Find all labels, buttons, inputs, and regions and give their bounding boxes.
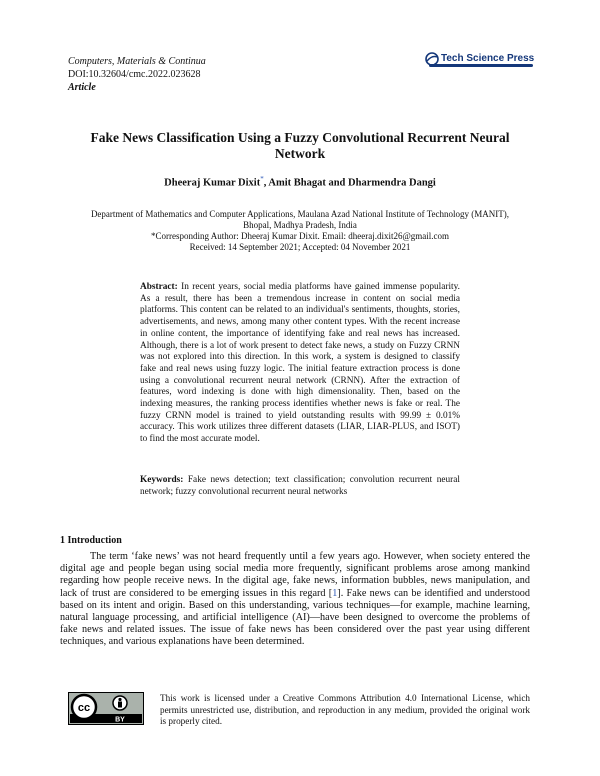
license-text: This work is licensed under a Creative Commons Attribution 4.0 International License, which permits unrestricted use, distribution, and reproduction in any medium, provided the original work is properly cited.	[160, 693, 530, 726]
paper-title: Fake News Classification Using a Fuzzy Convolutional Recurrent Neural Network	[90, 130, 510, 161]
publisher-logo	[425, 51, 535, 69]
corresponding-author: *Corresponding Author: Dheeraj Kumar Dixit. Email: dheeraj.dixit26@gmail.com	[151, 231, 449, 241]
author-name: Dheeraj Kumar Dixit	[164, 177, 261, 189]
intro-text-continued: ]. Fake news can be identified and understood based on its intent and origin. Based on this understanding, various techniques—for example, machine learning, natural language processing, and artificial intelligence (AI)—have been designed to overcome the problems of fake news and related issues. The issue of fake news has been considered over the past year using different techniques, and various explanations have been determined.	[60, 587, 530, 648]
doi[interactable]: DOI:10.32604/cmc.2022.023628	[68, 69, 201, 80]
publisher-swoosh	[429, 64, 533, 67]
intro-text: The term ‘fake news’ was not heard frequently until a few years ago. However, when society entered the digital age and people began using social media more frequently, significant problems arose among mankind regarding how people receive news. In the digital age, fake news, information bubbles, news manipulation, and lack of trust are considered to be emerging issues in this regard [	[60, 551, 530, 599]
received-dates: Received: 14 September 2021; Accepted: 04 November 2021	[189, 242, 411, 252]
cc-by-license-badge[interactable]	[68, 692, 144, 725]
section-heading: 1 Introduction	[60, 535, 122, 546]
introduction-paragraph	[60, 551, 530, 649]
citation-link[interactable]: 1	[332, 587, 338, 599]
keywords-text: Fake news detection; text classification; convolution recurrent neural network; fuzzy convolutional recurrent neural networks	[140, 475, 460, 497]
affiliation-location: Bhopal, Madhya Pradesh, India	[243, 220, 357, 230]
journal-name: Computers, Materials & Continua	[68, 56, 206, 67]
affiliation-block	[60, 209, 540, 253]
abstract-text: In recent years, social media platforms have gained immense popularity. As a result, there has been a tremendous increase in content on social media platforms. This content can be related to an individual's sentiments, thoughts, stories, advertisements, and news, among many other content types. With the recent increase in online content, the importance of identifying fake and real news has increased. Although, there is a lot of work present to detect fake news, a study on Fuzzy CRNN was not explored into this direction. In this work, a system is designed to classify fake and real news using fuzzy logic. The initial feature extraction process is done using a convolutional recurrent neural network (CRNN). After the extraction of features, word indexing is done with high dimensionality. Then, based on the indexing measures, the ranking process identifies whether news is fake or real. The fuzzy CRNN model is trained to yield outstanding results with 99.99 ± 0.01% accuracy. This work utilizes three different datasets (LIAR, LIAR-PLUS, and ISOT) to find the most accurate model.	[140, 282, 460, 445]
keywords	[140, 475, 460, 498]
keywords-label: Keywords:	[140, 475, 184, 485]
by-badge-text: BY	[115, 716, 125, 724]
author-names-rest: , Amit Bhagat and Dharmendra Dangi	[263, 177, 436, 189]
cc-badge-text: cc	[77, 702, 91, 714]
author-list	[60, 175, 540, 189]
publisher-name: Tech Science Press	[441, 53, 535, 64]
corresponding-mark[interactable]: *	[260, 175, 264, 183]
article-type: Article	[68, 82, 96, 93]
abstract-label: Abstract:	[140, 282, 178, 292]
affiliation-line: Department of Mathematics and Computer Applications, Maulana Azad National Institute of Technology (MANIT),	[90, 209, 510, 219]
abstract	[140, 282, 460, 446]
